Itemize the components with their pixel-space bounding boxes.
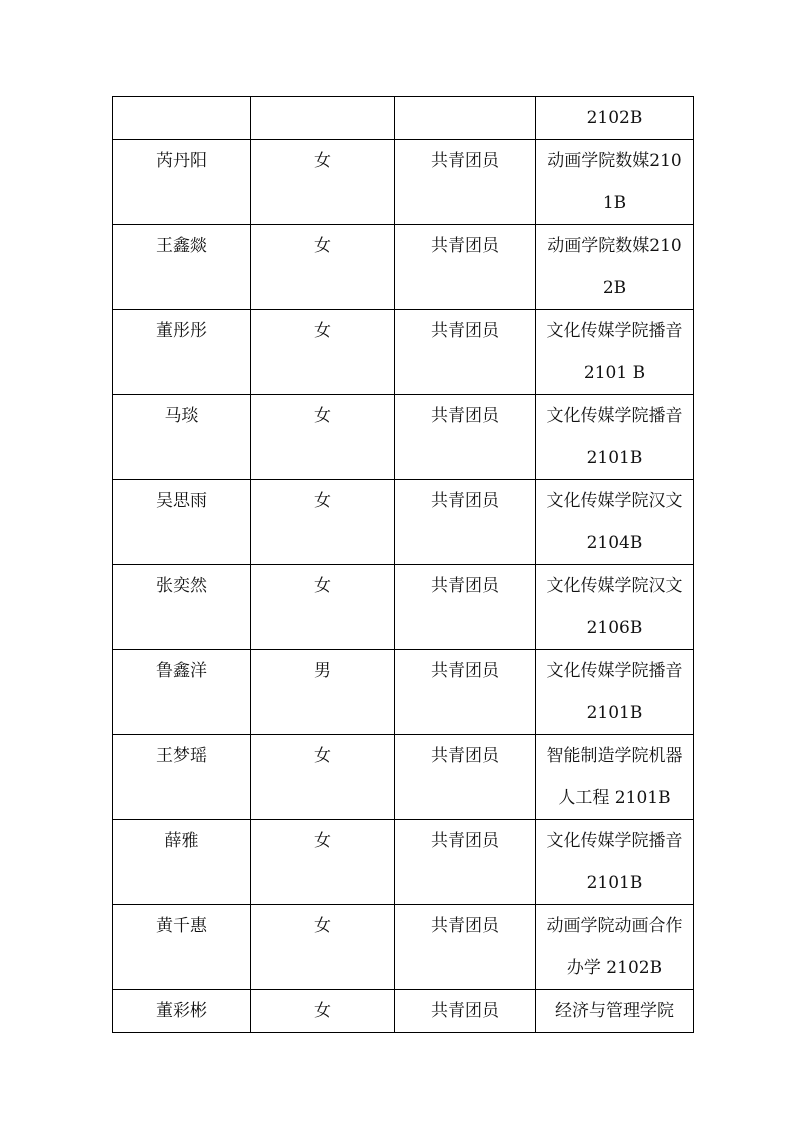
name-cell: 薛雅	[113, 820, 251, 905]
name-cell: 芮丹阳	[113, 140, 251, 225]
political-status-cell: 共青团员	[395, 395, 536, 480]
college-class-cell	[536, 310, 694, 395]
political-status-cell: 共青团员	[395, 820, 536, 905]
college-class-text: 2102B	[586, 108, 643, 128]
college-class-text: 动画学院动画合作办学 2102B	[546, 916, 683, 978]
college-class-cell	[536, 140, 694, 225]
name-cell: 马琰	[113, 395, 251, 480]
political-status-cell: 共青团员	[395, 480, 536, 565]
gender-cell: 女	[251, 480, 395, 565]
gender-cell: 女	[251, 310, 395, 395]
name-cell	[113, 97, 251, 140]
gender-cell: 男	[251, 650, 395, 735]
college-class-cell	[536, 990, 694, 1033]
college-class-cell	[536, 225, 694, 310]
name-cell: 王梦瑶	[113, 735, 251, 820]
political-status-cell: 共青团员	[395, 565, 536, 650]
college-class-cell	[536, 480, 694, 565]
table-row	[113, 225, 694, 310]
college-class-cell	[536, 820, 694, 905]
table-row	[113, 480, 694, 565]
table-row	[113, 565, 694, 650]
political-status-cell: 共青团员	[395, 140, 536, 225]
gender-cell	[251, 97, 395, 140]
college-class-cell	[536, 650, 694, 735]
name-cell: 董彤彤	[113, 310, 251, 395]
name-cell: 王鑫燚	[113, 225, 251, 310]
name-cell: 黄千惠	[113, 905, 251, 990]
table-row	[113, 395, 694, 480]
college-class-text: 文化传媒学院播音 2101 B	[546, 321, 683, 383]
table-row	[113, 650, 694, 735]
gender-cell: 女	[251, 140, 395, 225]
college-class-text: 文化传媒学院汉文 2106B	[546, 576, 683, 638]
table-row	[113, 140, 694, 225]
name-cell: 鲁鑫洋	[113, 650, 251, 735]
gender-cell: 女	[251, 820, 395, 905]
college-class-text: 文化传媒学院汉文 2104B	[546, 491, 683, 553]
political-status-cell: 共青团员	[395, 310, 536, 395]
gender-cell: 女	[251, 395, 395, 480]
name-cell: 董彩彬	[113, 990, 251, 1033]
table-row	[113, 97, 694, 140]
political-status-cell	[395, 97, 536, 140]
college-class-cell	[536, 905, 694, 990]
table-row	[113, 905, 694, 990]
name-cell: 张奕然	[113, 565, 251, 650]
college-class-text: 经济与管理学院	[555, 1001, 674, 1021]
college-class-text: 文化传媒学院播音 2101B	[546, 406, 683, 468]
gender-cell: 女	[251, 225, 395, 310]
college-class-cell	[536, 97, 694, 140]
college-class-text: 动画学院数媒2102B	[547, 236, 682, 298]
college-class-text: 智能制造学院机器人工程 2101B	[546, 746, 683, 808]
table-row	[113, 820, 694, 905]
table-row	[113, 310, 694, 395]
gender-cell: 女	[251, 565, 395, 650]
table-row	[113, 990, 694, 1033]
college-class-cell	[536, 735, 694, 820]
student-table	[112, 96, 694, 1033]
college-class-text: 文化传媒学院播音 2101B	[546, 661, 683, 723]
name-cell: 吴思雨	[113, 480, 251, 565]
political-status-cell: 共青团员	[395, 225, 536, 310]
political-status-cell: 共青团员	[395, 735, 536, 820]
political-status-cell: 共青团员	[395, 905, 536, 990]
college-class-cell	[536, 395, 694, 480]
gender-cell: 女	[251, 735, 395, 820]
gender-cell: 女	[251, 905, 395, 990]
college-class-cell	[536, 565, 694, 650]
gender-cell: 女	[251, 990, 395, 1033]
college-class-text: 动画学院数媒2101B	[547, 151, 682, 213]
table-row	[113, 735, 694, 820]
college-class-text: 文化传媒学院播音 2101B	[546, 831, 683, 893]
political-status-cell: 共青团员	[395, 650, 536, 735]
political-status-cell: 共青团员	[395, 990, 536, 1033]
